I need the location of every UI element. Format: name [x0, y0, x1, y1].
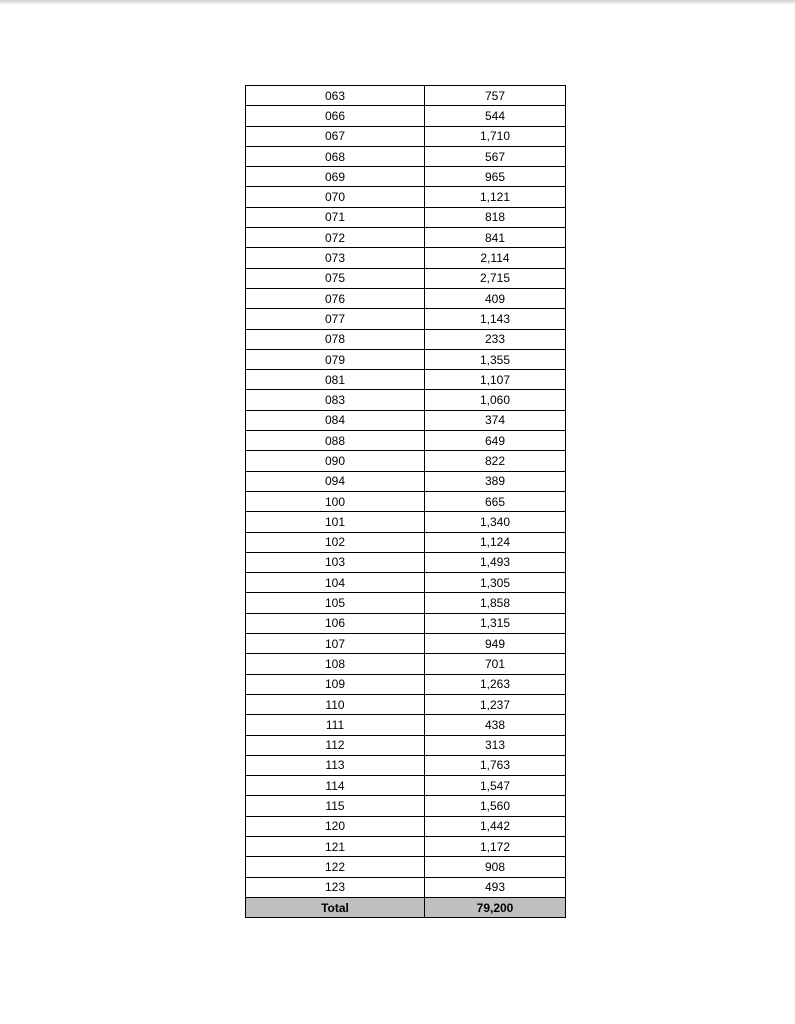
row-code: 123	[246, 877, 425, 897]
row-value: 1,547	[425, 776, 566, 796]
row-code: 111	[246, 715, 425, 735]
row-value: 544	[425, 106, 566, 126]
row-code: 072	[246, 228, 425, 248]
row-code: 120	[246, 816, 425, 836]
row-code: 114	[246, 776, 425, 796]
row-code: 105	[246, 593, 425, 613]
row-code: 100	[246, 491, 425, 511]
row-value: 567	[425, 146, 566, 166]
row-code: 084	[246, 410, 425, 430]
row-code: 113	[246, 755, 425, 775]
table-row	[246, 228, 566, 248]
row-value: 1,124	[425, 532, 566, 552]
table-row	[246, 735, 566, 755]
table-row	[246, 694, 566, 714]
row-code: 075	[246, 268, 425, 288]
table-row	[246, 390, 566, 410]
row-value: 701	[425, 654, 566, 674]
table-row	[246, 167, 566, 187]
row-code: 109	[246, 674, 425, 694]
row-code: 063	[246, 86, 425, 106]
row-value: 1,060	[425, 390, 566, 410]
row-value: 1,172	[425, 836, 566, 856]
row-code: 102	[246, 532, 425, 552]
table-row	[246, 532, 566, 552]
row-code: 108	[246, 654, 425, 674]
table-row	[246, 491, 566, 511]
row-value: 841	[425, 228, 566, 248]
row-value: 822	[425, 451, 566, 471]
row-value: 1,763	[425, 755, 566, 775]
row-code: 088	[246, 431, 425, 451]
table-row	[246, 471, 566, 491]
row-value: 374	[425, 410, 566, 430]
row-value: 1,858	[425, 593, 566, 613]
table-row	[246, 431, 566, 451]
row-code: 081	[246, 370, 425, 390]
table-row	[246, 451, 566, 471]
row-value: 1,305	[425, 573, 566, 593]
table-row	[246, 816, 566, 836]
row-code: 078	[246, 329, 425, 349]
row-value: 908	[425, 857, 566, 877]
data-table	[245, 85, 566, 918]
table-row	[246, 410, 566, 430]
table-row	[246, 552, 566, 572]
row-value: 1,442	[425, 816, 566, 836]
table-row	[246, 755, 566, 775]
row-code: 121	[246, 836, 425, 856]
table-row	[246, 126, 566, 146]
row-code: 067	[246, 126, 425, 146]
row-value: 1,237	[425, 694, 566, 714]
table-row	[246, 268, 566, 288]
row-value: 757	[425, 86, 566, 106]
table-row	[246, 634, 566, 654]
table-row	[246, 146, 566, 166]
table-row	[246, 349, 566, 369]
row-value: 1,263	[425, 674, 566, 694]
row-code: 107	[246, 634, 425, 654]
row-code: 073	[246, 248, 425, 268]
total-row	[246, 897, 566, 917]
table-row	[246, 573, 566, 593]
row-value: 493	[425, 877, 566, 897]
row-value: 1,107	[425, 370, 566, 390]
row-code: 101	[246, 512, 425, 532]
row-code: 077	[246, 309, 425, 329]
row-value: 438	[425, 715, 566, 735]
row-value: 1,355	[425, 349, 566, 369]
row-code: 090	[246, 451, 425, 471]
table-row	[246, 796, 566, 816]
row-value: 1,560	[425, 796, 566, 816]
row-value: 818	[425, 207, 566, 227]
table-row	[246, 857, 566, 877]
table-row	[246, 613, 566, 633]
row-value: 1,315	[425, 613, 566, 633]
table-row	[246, 836, 566, 856]
table-row	[246, 248, 566, 268]
page-top-shadow	[0, 0, 795, 5]
row-code: 122	[246, 857, 425, 877]
table-body	[246, 86, 566, 918]
row-code: 104	[246, 573, 425, 593]
row-value: 409	[425, 288, 566, 308]
table-row	[246, 370, 566, 390]
table-row	[246, 593, 566, 613]
row-code: 066	[246, 106, 425, 126]
table-row	[246, 715, 566, 735]
row-value: 2,114	[425, 248, 566, 268]
row-value: 965	[425, 167, 566, 187]
row-value: 233	[425, 329, 566, 349]
row-code: 071	[246, 207, 425, 227]
row-value: 313	[425, 735, 566, 755]
table-row	[246, 877, 566, 897]
row-value: 649	[425, 431, 566, 451]
row-code: 110	[246, 694, 425, 714]
row-code: 112	[246, 735, 425, 755]
row-value: 389	[425, 471, 566, 491]
row-code: 115	[246, 796, 425, 816]
table-row	[246, 288, 566, 308]
table-row	[246, 329, 566, 349]
table-row	[246, 512, 566, 532]
row-value: 1,340	[425, 512, 566, 532]
row-code: 070	[246, 187, 425, 207]
table-row	[246, 309, 566, 329]
row-code: 083	[246, 390, 425, 410]
row-code: 103	[246, 552, 425, 572]
row-value: 1,143	[425, 309, 566, 329]
row-value: 665	[425, 491, 566, 511]
table-row	[246, 207, 566, 227]
table-row	[246, 654, 566, 674]
row-value: 949	[425, 634, 566, 654]
table-row	[246, 187, 566, 207]
total-value: 79,200	[425, 897, 566, 917]
row-code: 079	[246, 349, 425, 369]
total-label: Total	[246, 897, 425, 917]
row-value: 1,710	[425, 126, 566, 146]
row-code: 076	[246, 288, 425, 308]
row-code: 094	[246, 471, 425, 491]
row-value: 1,493	[425, 552, 566, 572]
table-row	[246, 86, 566, 106]
row-code: 106	[246, 613, 425, 633]
row-value: 2,715	[425, 268, 566, 288]
table-row	[246, 776, 566, 796]
row-value: 1,121	[425, 187, 566, 207]
table-row	[246, 106, 566, 126]
row-code: 069	[246, 167, 425, 187]
row-code: 068	[246, 146, 425, 166]
table-row	[246, 674, 566, 694]
